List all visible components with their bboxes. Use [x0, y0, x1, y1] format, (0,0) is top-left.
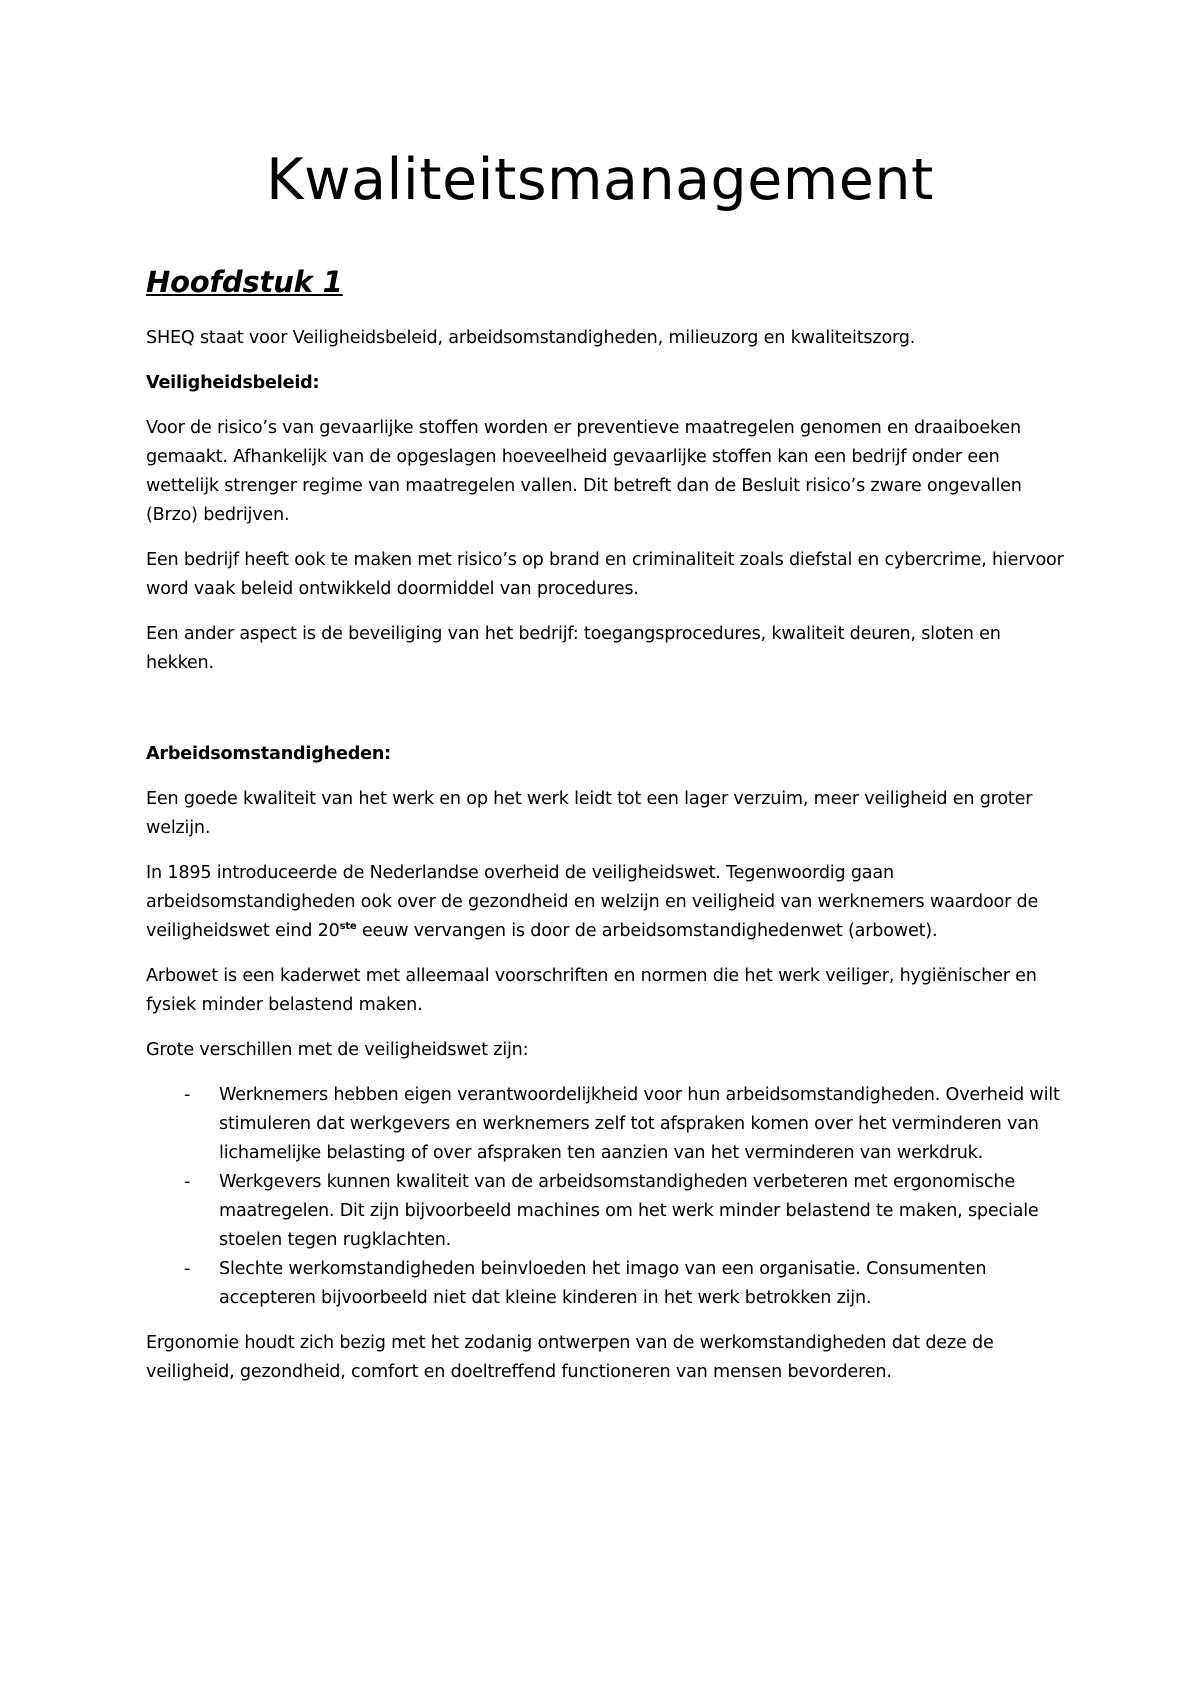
list-item-text: Werkgevers kunnen kwaliteit van de arbeidsomstandigheden verbeteren met ergonomische maatregelen. Dit zijn bijvoorbeeld machines om het werk minder belastend te maken, speciale stoelen tegen rugklachten.: [219, 1172, 1039, 1250]
paragraph-veiligheid-3: Een ander aspect is de beveiliging van het bedrijf: toegangsprocedures, kwaliteit deuren, sloten en hekken.: [146, 624, 1001, 673]
paragraph-arbeid-1: Een goede kwaliteit van het werk en op het werk leidt tot een lager verzuim, meer veiligheid en groter welzijn.: [146, 789, 1033, 838]
paragraph-arbeid-2-text-before: In 1895 introduceerde de Nederlandse overheid de veiligheidswet. Tegenwoordig gaan arbeidsomstandigheden ook over de gezondheid en welzijn en veiligheid van werknemers waardoor de veiligheidswet eind 20: [146, 863, 1039, 941]
list-item: [146, 1168, 1066, 1255]
dash-bullet: -: [184, 1259, 191, 1279]
superscript-ste: ste: [339, 921, 357, 933]
paragraph-arbeid-4: Grote verschillen met de veiligheidswet zijn:: [146, 1040, 529, 1060]
document-title: Kwaliteitsmanagement: [266, 147, 934, 213]
paragraph-arbeid-3: Arbowet is een kaderwet met alleemaal voorschriften en normen die het werk veiliger, hygiënischer en fysiek minder belastend maken.: [146, 966, 1037, 1015]
paragraph-veiligheid-2: Een bedrijf heeft ook te maken met risico’s op brand en criminaliteit zoals diefstal en cybercrime, hiervoor word vaak beleid ontwikkeld doormiddel van procedures.: [146, 550, 1064, 599]
paragraph-arbeid-5: Ergonomie houdt zich bezig met het zodanig ontwerpen van de werkomstandigheden dat deze de veiligheid, gezondheid, comfort en doeltreffend functioneren van mensen bevorderen.: [146, 1333, 994, 1382]
section-spacer: [146, 694, 1066, 740]
differences-list: [146, 1081, 1066, 1313]
list-item: [146, 1255, 1066, 1313]
dash-bullet: -: [184, 1172, 191, 1192]
chapter-heading: Hoofdstuk 1: [146, 265, 343, 299]
paragraph-veiligheid-1: Voor de risico’s van gevaarlijke stoffen worden er preventieve maatregelen genomen en draaiboeken gemaakt. Afhankelijk van de opgeslagen hoeveelheid gevaarlijke stoffen kan een bedrijf onder een wettelijk strenger regime van maatregelen vallen. Dit betreft dan de Besluit risico’s zware ongevallen (Brzo) bedrijven.: [146, 418, 1022, 525]
list-item-text: Slechte werkomstandigheden beinvloeden het imago van een organisatie. Consumenten accepteren bijvoorbeeld niet dat kleine kinderen in het werk betrokken zijn.: [219, 1259, 987, 1308]
list-item-text: Werknemers hebben eigen verantwoordelijkheid voor hun arbeidsomstandigheden. Overheid wilt stimuleren dat werkgevers en werknemers zelf tot afspraken komen over het verminderen van lichamelijke belasting of over afspraken ten aanzien van het verminderen van werkdruk.: [219, 1085, 1060, 1163]
intro-paragraph: SHEQ staat voor Veiligheidsbeleid, arbeidsomstandigheden, milieuzorg en kwaliteitszorg.: [146, 328, 916, 348]
paragraph-arbeid-2: [146, 859, 1066, 946]
section-heading-veiligheidsbeleid: Veiligheidsbeleid:: [146, 373, 320, 393]
paragraph-arbeid-2-text-after: eeuw vervangen is door de arbeidsomstandighedenwet (arbowet).: [356, 921, 938, 941]
list-item: [146, 1081, 1066, 1168]
document-body: [146, 262, 1066, 1403]
section-heading-arbeidsomstandigheden: Arbeidsomstandigheden:: [146, 744, 391, 764]
dash-bullet: -: [184, 1085, 191, 1105]
